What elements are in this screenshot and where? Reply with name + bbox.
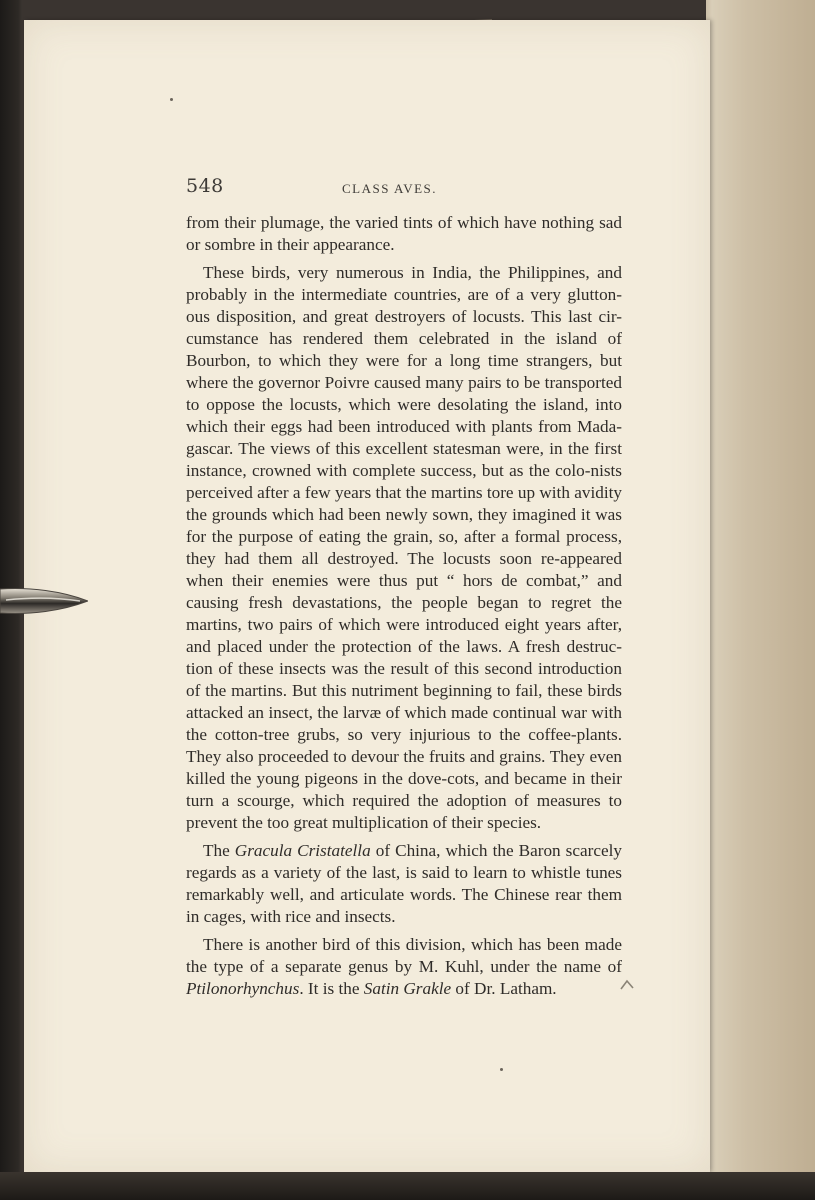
italic-term: Ptilonorhynchus	[186, 979, 300, 998]
page-number: 548	[186, 175, 224, 197]
body-paragraph	[186, 262, 622, 834]
text-run: . It is the	[299, 979, 364, 998]
text-run: of China, which the Baron scarcely regards as a variety of the last, is said to learn to whistle tunes remarkably well, and articulate words. The Chinese rear them in cages, with rice and insects.	[186, 841, 622, 926]
page-body-text	[186, 212, 622, 1006]
text-run: These birds, very numerous in India, the Philippines, and probably in the intermediate countries, are of a very glutton-ous disposition, and great destroyers of locusts. This last cir-cumstance has rendered them celebrated in the island of Bourbon, to which they were for a long time strangers, but where the governor Poivre caused many pairs to be transported to oppose the locusts, which were desolating the island, into which their eggs had been introduced with plants from Mada-gascar. The views of this excellent statesman were, in the first instance, crowned with complete success, but as the colo-nists perceived after a few years that the martins tore up with avidity the grounds which had been newly sown, they imagined it was for the purpose of eating the grain, so, after a formal process, they had them all destroyed. The locusts soon re-appeared when their enemies were thus put “ hors de combat,” and causing fresh devastations, the people began to regret the martins, two pairs of which were introduced eight years after, and placed under the protection of the laws. A fresh destruc-tion of these insects was the result of this second introduction of the martins. But this nutriment beginning to fail, these birds attacked an insect, the larvæ of which made continual war with the cotton-tree grubs, so very injurious to the coffee-plants. They also proceeded to devour the fruits and grains. They even killed the young pigeons in the dove-cots, and became in their turn a scourge, which required the adoption of measures to prevent the too great multiplication of their species.	[186, 263, 622, 832]
text-run: of Dr. Latham.	[451, 979, 557, 998]
metal-bookmark-icon	[0, 583, 88, 619]
text-run: from their plumage, the varied tints of which have nothing sad or sombre in their appearance.	[186, 213, 622, 254]
text-run: The	[203, 841, 235, 860]
body-paragraph	[186, 840, 622, 928]
body-paragraph	[186, 934, 622, 1000]
italic-term: Gracula Cristatella	[234, 841, 371, 860]
pencil-caret-mark	[620, 978, 634, 990]
paper-speck	[170, 98, 173, 101]
page-stack-edge	[706, 0, 815, 1200]
book-page	[24, 20, 710, 1172]
paper-speck	[500, 1068, 503, 1071]
italic-term: Satin Grakle	[363, 979, 452, 998]
text-run: There is another bird of this division, which has been made the type of a separate genus by M. Kuhl, under the name of	[186, 935, 622, 976]
page-bottom-shadow	[0, 1172, 815, 1200]
running-head: CLASS AVES.	[342, 181, 438, 196]
body-paragraph	[186, 212, 622, 256]
